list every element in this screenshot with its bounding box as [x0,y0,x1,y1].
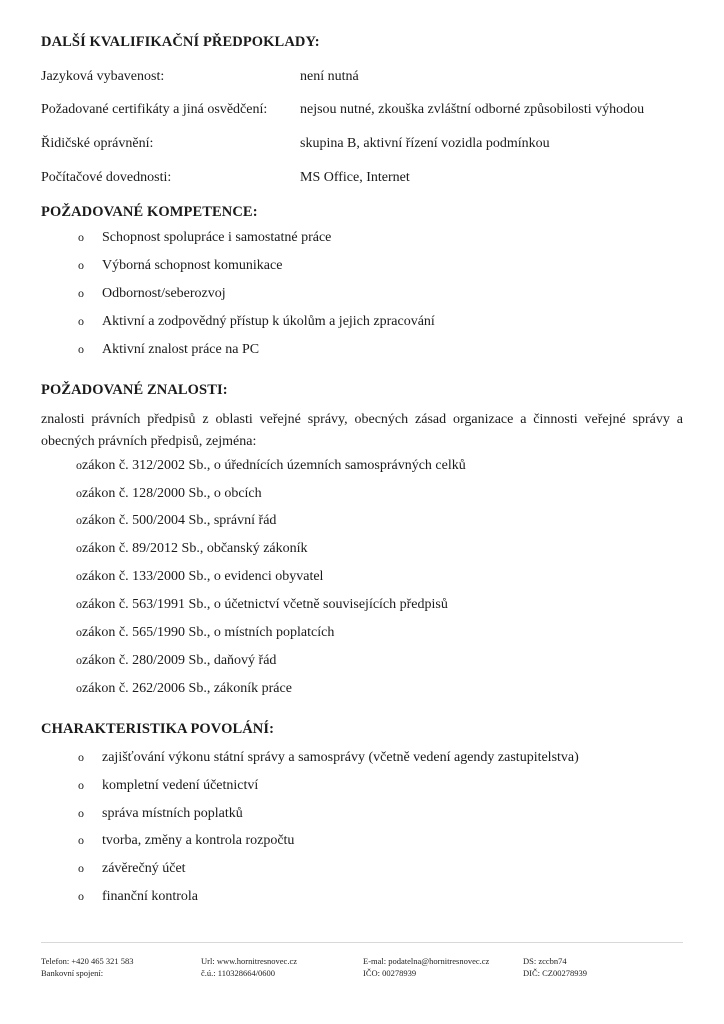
qualification-label: Požadované certifikáty a jiná osvědčení: [41,102,268,117]
bullet-icon: o [76,541,82,555]
list-item-text: Aktivní znalost práce na PC [102,342,260,357]
qualification-label: Řidičské oprávnění: [41,136,154,151]
list-item-text: závěrečný účet [102,861,186,876]
bullet-icon: o [78,861,84,875]
list-item [78,258,282,274]
law-item-text: zákon č. 262/2006 Sb., zákoník práce [82,681,292,696]
competences-heading: POŽADOVANÉ KOMPETENCE: [41,204,258,220]
law-item-text: zákon č. 500/2004 Sb., správní řád [82,513,277,528]
qualification-value: MS Office, Internet [300,170,410,185]
law-item [76,625,334,641]
qualifications-heading: DALŠÍ KVALIFIKAČNÍ PŘEDPOKLADY: [41,34,320,50]
law-item-text: zákon č. 89/2012 Sb., občanský zákoník [82,541,308,556]
list-item-text: finanční kontrola [102,889,199,904]
law-item-text: zákon č. 312/2002 Sb., o úřednících územních samosprávných celků [82,458,466,473]
list-item [78,806,243,822]
list-item [78,750,579,766]
knowledge-heading: POŽADOVANÉ ZNALOSTI: [41,382,228,398]
list-item-text: Aktivní a zodpovědný přístup k úkolům a jejich zpracování [102,314,435,329]
bullet-icon: o [76,513,82,527]
list-item-text: správa místních poplatků [102,806,243,821]
footer-account: č.ú.: 110328664/0600 [201,968,276,978]
bullet-icon: o [78,806,84,820]
footer-ds: DS: zccbn74 [523,956,567,966]
footer-phone: Telefon: +420 465 321 583 [41,956,134,966]
footer-ico: IČO: 00278939 [363,968,417,978]
law-item [76,681,292,697]
law-item [76,569,323,585]
bullet-icon: o [78,833,84,847]
footer-web-column [201,955,297,979]
list-item [78,342,259,358]
law-item [76,597,448,613]
qualification-label: Počítačové dovednosti: [41,170,172,185]
law-item [76,653,276,669]
law-item-text: zákon č. 128/2000 Sb., o obcích [82,486,262,501]
footer-bank-label: Bankovní spojení: [41,968,104,978]
law-item-text: zákon č. 280/2009 Sb., daňový řád [82,653,277,668]
qualification-value: nejsou nutné, zkouška zvláštní odborné způsobilosti výhodou [300,102,645,117]
footer-ids-column [523,955,587,979]
bullet-icon: o [78,750,84,764]
law-item [76,541,308,557]
knowledge-intro: znalosti právních předpisů z oblasti veřejné správy, obecných zásad organizace a činnosti veřejné správy a obecných právních předpisů, zejména: [41,412,683,449]
bullet-icon: o [78,778,84,792]
footer-email-column [363,955,489,979]
qualification-label: Jazyková vybavenost: [41,69,165,84]
law-item-text: zákon č. 133/2000 Sb., o evidenci obyvatel [82,569,324,584]
list-item [78,286,226,302]
bullet-icon: o [76,653,82,667]
footer-dic: DIČ: CZ00278939 [523,968,587,978]
list-item-text: Výborná schopnost komunikace [102,258,283,273]
bullet-icon: o [78,230,84,244]
bullet-icon: o [76,486,82,500]
bullet-icon: o [76,458,82,472]
bullet-icon: o [78,889,84,903]
list-item-text: kompletní vedení účetnictví [102,778,259,793]
bullet-icon: o [76,681,82,695]
law-item [76,486,262,502]
list-item-text: tvorba, změny a kontrola rozpočtu [102,833,295,848]
bullet-icon: o [78,342,84,356]
list-item [78,833,294,849]
bullet-icon: o [78,314,84,328]
footer-contact-column [41,955,134,979]
list-item [78,230,331,246]
law-item [76,458,466,474]
bullet-icon: o [78,258,84,272]
footer-email: E-mal: podatelna@hornitresnovec.cz [363,956,490,966]
list-item [78,889,198,905]
bullet-icon: o [76,625,82,639]
qualification-value: není nutná [300,69,359,84]
list-item [78,861,186,877]
law-item-text: zákon č. 565/1990 Sb., o místních poplatcích [82,625,335,640]
qualification-value: skupina B, aktivní řízení vozidla podmínkou [300,136,550,151]
bullet-icon: o [78,286,84,300]
law-item-text: zákon č. 563/1991 Sb., o účetnictví včetně souvisejících předpisů [82,597,448,612]
characteristics-heading: CHARAKTERISTIKA POVOLÁNÍ: [41,721,275,737]
footer-divider [41,942,683,943]
bullet-icon: o [76,569,82,583]
bullet-icon: o [76,597,82,611]
footer-url: Url: www.hornitresnovec.cz [201,956,297,966]
list-item-text: Odbornost/seberozvoj [102,286,226,301]
list-item [78,314,435,330]
law-item [76,513,276,529]
list-item-text: zajišťování výkonu státní správy a samosprávy (včetně vedení agendy zastupitelstva) [102,750,579,765]
list-item-text: Schopnost spolupráce i samostatné práce [102,230,332,245]
list-item [78,778,258,794]
